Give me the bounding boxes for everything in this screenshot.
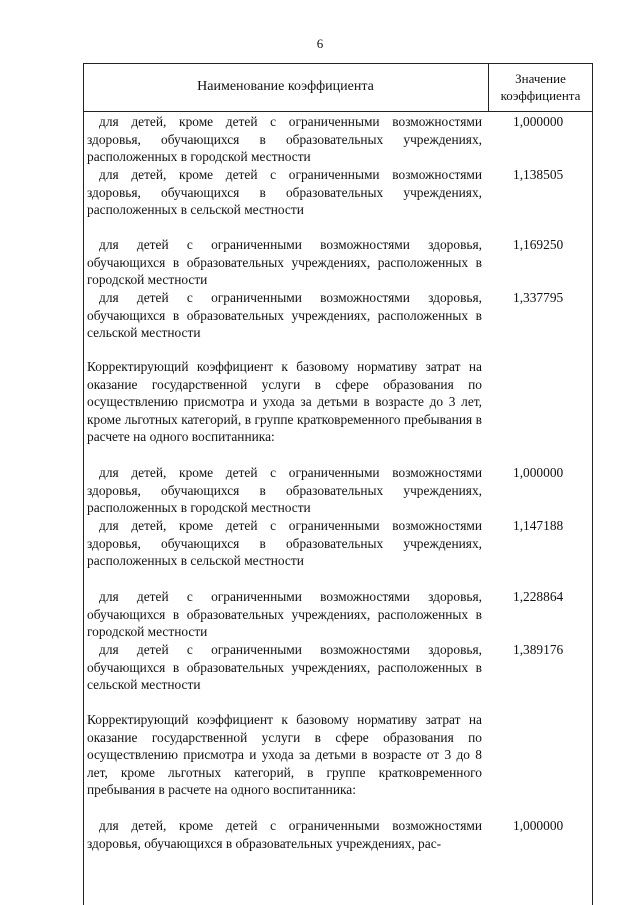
row-description: для детей с ограниченными возможностями здоровья, обучающихся в образовательных учреждениях, расположенных в городской местности bbox=[87, 589, 482, 639]
row-description: для детей, кроме детей с ограниченными возможностями здоровья, обучающихся в образовательных учреждениях, расположенных в городской местности bbox=[87, 465, 482, 515]
header-name-column: Наименование коэффициента bbox=[197, 79, 374, 94]
row-value: 1,169250 bbox=[513, 237, 564, 252]
coefficient-table bbox=[83, 63, 593, 905]
row-description: для детей с ограниченными возможностями здоровья, обучающихся в образовательных учреждениях, расположенных в городской местности bbox=[87, 237, 482, 287]
row-description: для детей, кроме детей с ограниченными возможностями здоровья, обучающихся в образовательных учреждениях, расположенных в городской местности bbox=[87, 114, 482, 164]
row-value: 1,000000 bbox=[513, 114, 564, 129]
row-value: 1,138505 bbox=[513, 167, 564, 182]
row-value: 1,000000 bbox=[513, 465, 564, 480]
row-description: для детей с ограниченными возможностями здоровья, обучающихся в образовательных учреждениях, расположенных в сельской местности bbox=[87, 290, 482, 340]
row-value: 1,000000 bbox=[513, 818, 564, 833]
row-description: для детей, кроме детей с ограниченными возможностями здоровья, обучающихся в образовательных учреждениях, расположенных в сельской местности bbox=[87, 518, 482, 568]
row-description: для детей, кроме детей с ограниченными возможностями здоровья, обучающихся в образовательных учреждениях, расположенных в сельской местности bbox=[87, 167, 482, 217]
section-description: Корректирующий коэффициент к базовому нормативу затрат на оказание государственной услуги в сфере образования по осуществлению присмотра и ухода за детьми в возрасте от 3 до 8 лет, кроме льготных категорий, в группе кратковременного пребывания в расчете на одного воспитанника: bbox=[87, 712, 482, 797]
row-description: для детей с ограниченными возможностями здоровья, обучающихся в образовательных учреждениях, расположенных в сельской местности bbox=[87, 642, 482, 692]
row-description: для детей, кроме детей с ограниченными возможностями здоровья, обучающихся в образовательных учреждениях, рас- bbox=[87, 818, 482, 851]
row-value: 1,337795 bbox=[513, 290, 564, 305]
row-value: 1,147188 bbox=[513, 518, 564, 533]
header-bottom-border bbox=[83, 111, 593, 112]
header-value-column: Значение коэффициента bbox=[500, 71, 581, 103]
page-number: 6 bbox=[316, 36, 324, 51]
section-description: Корректирующий коэффициент к базовому нормативу затрат на оказание государственной услуги в сфере образования по осуществлению присмотра и ухода за детьми в возрасте до 3 лет, кроме льготных категорий, в группе кратковременного пребывания в расчете на одного воспитанника: bbox=[87, 359, 482, 444]
table-left-border bbox=[83, 63, 84, 905]
row-value: 1,389176 bbox=[513, 642, 564, 657]
row-value: 1,228864 bbox=[513, 589, 564, 604]
table-right-border bbox=[592, 63, 593, 905]
